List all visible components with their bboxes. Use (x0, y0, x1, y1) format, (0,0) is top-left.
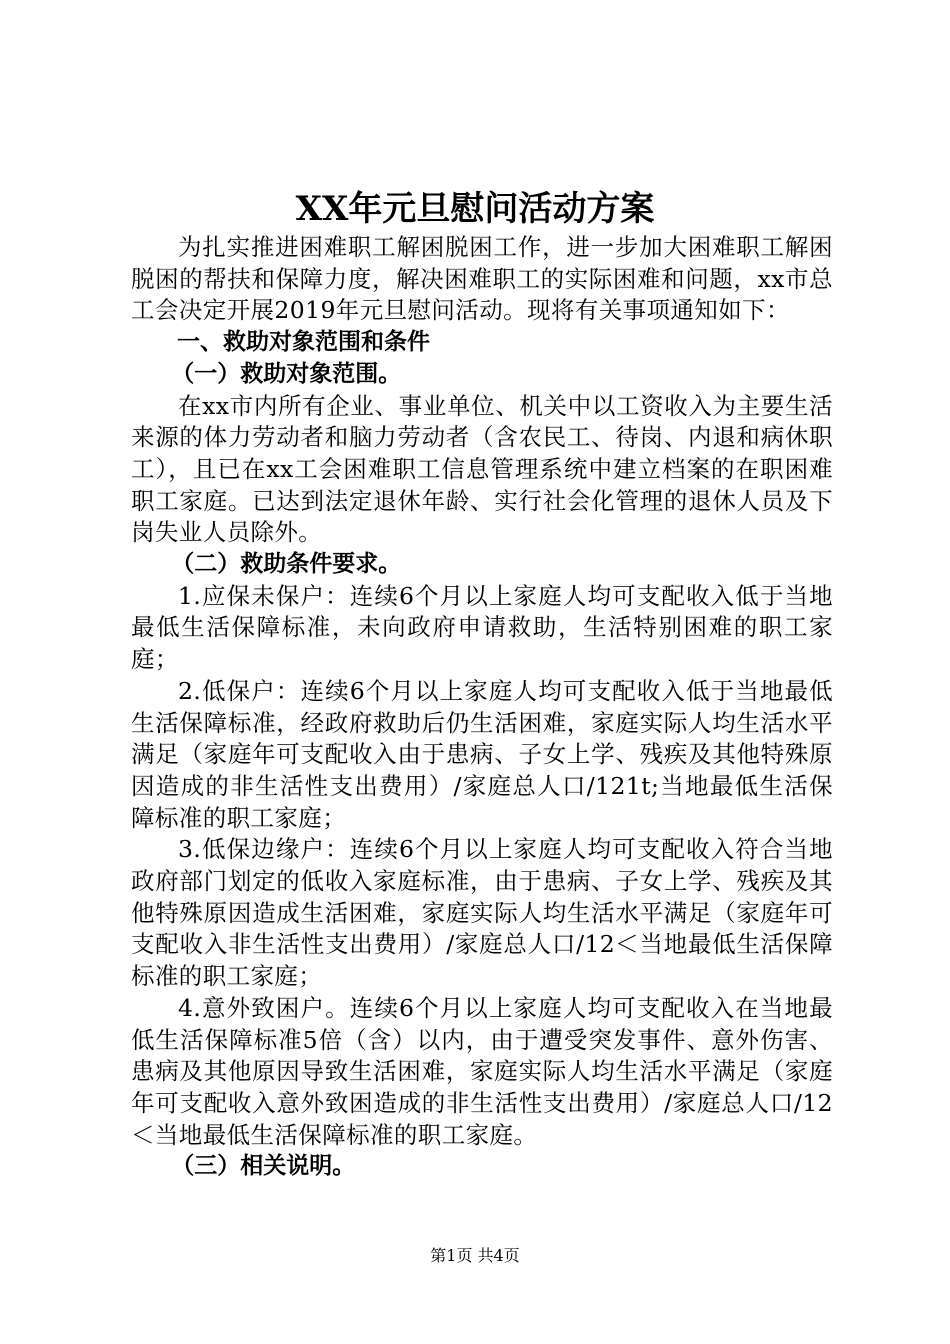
subsection-1-heading: （一）救助对象范围。 (171, 360, 402, 387)
condition-item-4: 4.意外致困户。连续6个月以上家庭人均可支配收入在当地最低生活保障标准5倍（含）以内，由于遭受突发事件、意外伤害、患病及其他原因导致生活困难，家庭实际人均生活水平满足（家庭年可支配收入意外致困造成的非生活性支出费用）/家庭总人口/12＜当地最低生活保障标准的职工家庭。 (131, 993, 833, 1149)
section-1-heading: 一、救助对象范围和条件 (177, 329, 430, 356)
document-title: XX年元旦慰问活动方案 (295, 189, 655, 229)
intro-paragraph: 为扎实推进困难职工解困脱困工作，进一步加大困难职工解困脱困的帮扶和保障力度，解决困难职工的实际困难和问题，xx市总工会决定开展2019年元旦慰问活动。现将有关事项通知如下： (131, 233, 833, 325)
condition-item-1: 1.应保未保户：连续6个月以上家庭人均可支配收入低于当地最低生活保障标准，未向政府申请救助，生活特别困难的职工家庭； (131, 581, 833, 674)
subsection-1-paragraph: 在xx市内所有企业、事业单位、机关中以工资收入为主要生活来源的体力劳动者和脑力劳动者（含农民工、待岗、内退和病休职工），且已在xx工会困难职工信息管理系统中建立档案的在职困难职工家庭。已达到法定退休年龄、实行社会化管理的退休人员及下岗失业人员除外。 (131, 391, 833, 547)
page-footer: 第1页 共4页 (430, 1246, 520, 1265)
subsection-3-heading: （三）相关说明。 (171, 1153, 356, 1180)
condition-item-3: 3.低保边缘户：连续6个月以上家庭人均可支配收入符合当地政府部门划定的低收入家庭标准，由于患病、子女上学、残疾及其他特殊原因造成生活困难，家庭实际人均生活水平满足（家庭年可支配收入非生活性支出费用）/家庭总人口/12＜当地最低生活保障标准的职工家庭； (131, 835, 833, 991)
document-body (131, 232, 833, 1183)
subsection-2-heading: （二）救助条件要求。 (171, 551, 402, 578)
condition-item-2: 2.低保户：连续6个月以上家庭人均可支配收入低于当地最低生活保障标准，经政府救助后仍生活困难，家庭实际人均生活水平满足（家庭年可支配收入由于患病、子女上学、残疾及其他特殊原因造成的非生活性支出费用）/家庭总人口/121t;当地最低生活保障标准的职工家庭； (131, 676, 833, 832)
